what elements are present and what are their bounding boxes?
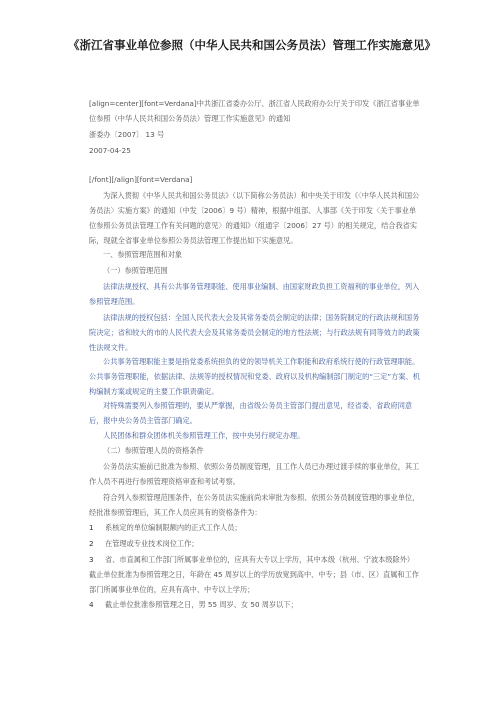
- paragraph-authorization: 法律法规的授权包括：全国人民代表大会及其常务委员会制定的法律；国务院制定的行政法规和国务院决定；省和较大的市的人民代表大会及其常务委员会制定的地方性法规；与行政法规有同等效力的政策性法规文件。: [89, 313, 420, 352]
- section-heading-1: 一、参照管理范围和对象: [103, 250, 183, 259]
- list-item-text: 在管理或专业技术岗位工作；: [105, 539, 199, 548]
- list-item-number: 1: [89, 523, 94, 532]
- list-item-text: 省、市直属和工作部门所属事业单位的，应具有大专以上学历，其中本级（杭州、宁波本级除外）截止单位批准为参照管理之日，年龄在 45 周岁以上的学历放宽到高中、中专；县（市、区）直属和工作部门所属事业单位的，应具有高中、中专以上学历；: [89, 555, 419, 594]
- paragraph-public-affairs: 公共事务管理职能主要是指党委系统担负的党的领导机关工作职能和政府系统行使的行政管理职能。公共事务管理职能，依据法律、法规等的授权情况和党委、政府以及机构编制部门制定的“三定”方案、机构编制方案或规定的主要工作职责确定。: [89, 357, 420, 396]
- subsection-heading-1: （一）参照管理范围: [103, 266, 168, 275]
- document-number: 浙委办〔2007〕 13 号: [89, 130, 165, 139]
- intro-paragraph: 为深入贯彻《中华人民共和国公务员法》（以下简称公务员法）和中央关于印发《〈中华人民共和国公务员法〉实施方案》的通知（中发〔2006〕9 号）精神，根据中组部、人事部《关于印发〈关于事业单位参照公务员法管理工作有关问题的意见〉的通知》（组通字〔2006〕27 号）的相关规定，结合我省实际，现就全省事业单位参照公务员法管理工作提出如下实施意见。: [89, 191, 420, 245]
- list-item-text: 系核定的单位编制限额内的正式工作人员；: [105, 523, 242, 532]
- subsection-heading-2: （二）参照管理人员的资格条件: [103, 446, 204, 455]
- paragraph-people-organizations: 人民团体和群众团体机关参照管理工作，按中央另行规定办理。: [103, 431, 305, 440]
- document-title: 《浙江省事业单位参照（中华人民共和国公务员法）管理工作实施意见》: [68, 38, 436, 52]
- list-item-number: 3: [89, 555, 94, 564]
- list-item: [89, 536, 421, 551]
- paragraph-scope: 法律法规授权、具有公共事务管理职能、使用事业编制、由国家财政负担工资福利的事业单位，列入参照管理范围。: [89, 282, 420, 306]
- paragraph-special-needs: 对特殊需要列入参照管理的，要从严掌握，由省级公务员主管部门提出意见，经省委、省政府同意后，报中央公务员主管部门确定。: [89, 401, 413, 425]
- paragraph-existing-units: 公务员法实施前已批准为参照、依照公务员制度管理，且工作人员已办理过渡手续的事业单位，其工作人员不再进行参照管理资格审查和考试考察。: [89, 462, 420, 486]
- list-item: [89, 597, 421, 612]
- header-publisher-line: [align=center][font=Verdana]中共浙江省委办公厅、浙江省人民政府办公厅关于印发《浙江省事业单位参照（中华人民共和国公务员法）管理工作实施意见》的通知: [89, 99, 420, 123]
- list-item-text: 截止单位批准参照管理之日，男 55 周岁、女 50 周岁以下；: [105, 600, 298, 609]
- paragraph-qualifications: 符合列入参照管理范围条件，在公务员法实施前尚未审批为参照、依照公务员制度管理的事业单位，经批准参照管理后，其工作人员应具有的资格条件为：: [89, 493, 420, 517]
- list-item: [89, 552, 421, 597]
- list-item: [89, 520, 421, 535]
- list-item-number: 4: [89, 600, 94, 609]
- document-date: 2007-04-25: [89, 146, 131, 155]
- list-item-number: 2: [89, 539, 94, 548]
- format-tag-line: [/font][/align][font=Verdana]: [89, 175, 193, 184]
